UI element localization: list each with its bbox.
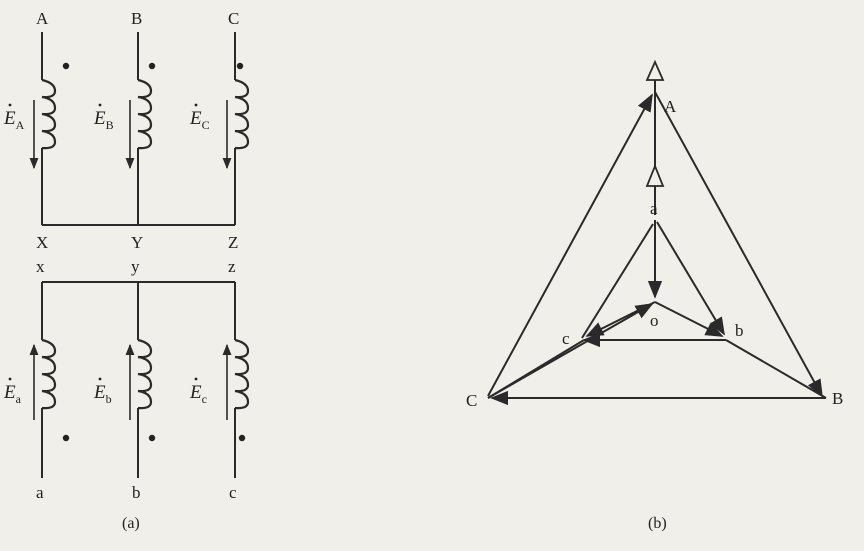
caption-b: (b) [648,515,667,532]
open-arrowhead-a [647,166,663,186]
emf-dot-b [99,378,102,381]
caption-a: (a) [122,515,140,532]
line-B-b [726,340,826,398]
polarity-dot-A [63,63,69,69]
phase-b-coil [138,340,151,408]
emf-dot-B [99,104,102,107]
vertex-label-B: B [832,389,844,408]
phase-a-coil [42,340,55,408]
phasor-ab [657,222,724,334]
terminal-C: C [228,9,240,28]
emf-dot-C [195,104,198,107]
polarity-dot-a [63,435,69,441]
phasor-AB [655,92,822,396]
phasor-o-b [655,302,722,336]
polarity-dot-b [149,435,155,441]
emf-dot-a [9,378,12,381]
emf-label-B: $E_B$ [94,108,114,132]
node-label-o: o [650,311,659,330]
emf-label-C: $E_C$ [190,108,210,132]
secondary-winding [3,257,248,502]
phase-c-coil [235,340,248,408]
terminal-c: c [229,483,237,502]
node-label-c: c [562,329,570,348]
primary-winding [3,9,248,252]
figure-b [466,62,843,532]
terminal-a: a [36,483,44,502]
terminal-Y: Y [131,233,144,252]
open-arrowhead-A [647,62,663,80]
polarity-dot-B [149,63,155,69]
polarity-dot-c [239,435,245,441]
emf-label-c: $E_c$ [190,382,207,406]
terminal-B: B [131,9,143,28]
emf-label-b: $E_b$ [94,382,112,406]
terminal-A: A [36,9,49,28]
terminal-Z: Z [228,233,239,252]
terminal-x: x [36,257,45,276]
phase-B-coil [138,80,151,148]
figure-a [3,9,248,532]
terminal-b: b [132,483,141,502]
polarity-dot-C [237,63,243,69]
terminal-y: y [131,257,140,276]
phase-A-coil [42,80,55,148]
terminal-X: X [36,233,49,252]
emf-dot-A [9,104,12,107]
node-label-a: a [650,199,658,218]
emf-label-A: $E_A$ [4,108,25,132]
phase-C-coil [235,80,248,148]
node-label-b: b [735,321,744,340]
terminal-z: z [228,257,236,276]
vertex-label-A: A [664,97,677,116]
vertex-label-C: C [466,391,478,410]
emf-dot-c [195,378,198,381]
emf-label-a: $E_a$ [4,382,21,406]
